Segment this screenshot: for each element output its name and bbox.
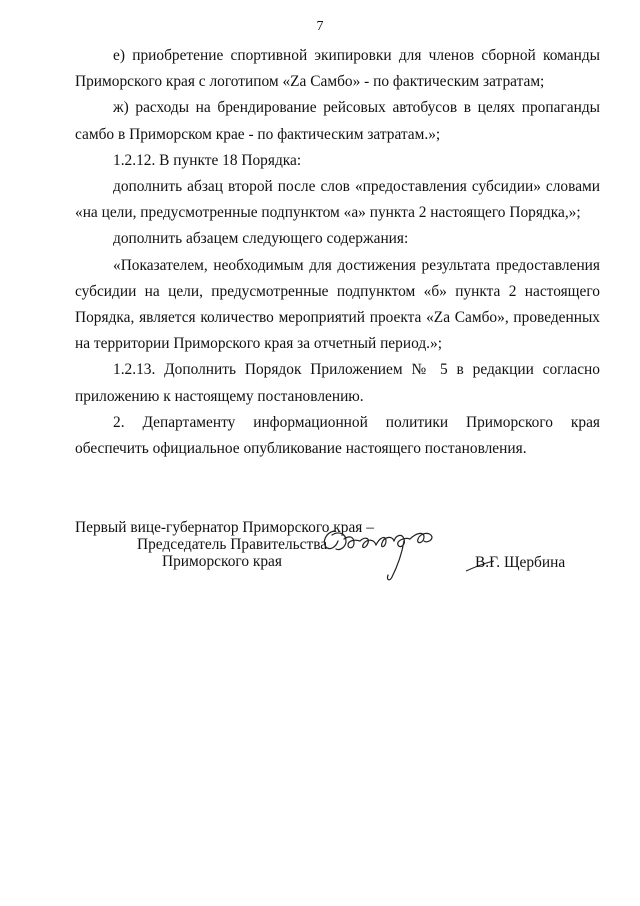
text-line: субсидии на цели, предусмотренные подпунктом «б» пункта 2 настоящего bbox=[75, 282, 600, 300]
paragraph-item-zh bbox=[75, 95, 600, 147]
text-line: ж) расходы на брендирование рейсовых автобусов в целях пропаганды bbox=[113, 99, 600, 117]
text-line: Порядка, является количество мероприятий проекта «Za Самбо», проведенных bbox=[75, 309, 600, 327]
text-line: 1.2.12. В пункте 18 Порядка: bbox=[113, 151, 302, 169]
paragraph-item-1-2-12 bbox=[75, 148, 600, 174]
signatory-title-line-2: Председатель Правительства bbox=[137, 536, 328, 553]
signature-block bbox=[75, 519, 605, 589]
handwritten-signature-icon bbox=[320, 527, 450, 585]
paragraph-supplement-paragraph bbox=[75, 226, 600, 252]
signatory-title-line-3: Приморского края bbox=[162, 553, 282, 570]
paragraph-indicator bbox=[75, 253, 600, 358]
text-line: дополнить абзац второй после слов «предоставления субсидии» словами bbox=[113, 178, 600, 196]
text-line: обеспечить официальное опубликование настоящего постановления. bbox=[75, 440, 527, 458]
text-line: дополнить абзацем следующего содержания: bbox=[113, 230, 409, 248]
text-line: Приморского края с логотипом «Za Самбо» - по фактическим затратам; bbox=[75, 73, 545, 91]
signatory-name: В.Г. Щербина bbox=[475, 554, 566, 571]
paragraph-supplement-second bbox=[75, 174, 600, 226]
text-line: 2. Департаменту информационной политики Приморского края bbox=[113, 413, 600, 431]
text-line: самбо в Приморском крае - по фактическим затратам.»; bbox=[75, 125, 441, 143]
text-line: 1.2.13. Дополнить Порядок Приложением № 5 в редакции согласно bbox=[113, 361, 600, 379]
text-line: «Показателем, необходимым для достижения результата предоставления bbox=[113, 256, 600, 274]
text-line: на территории Приморского края за отчетный период.»; bbox=[75, 335, 442, 353]
paragraph-item-2 bbox=[75, 410, 600, 462]
text-line: е) приобретение спортивной экипировки для членов сборной команды bbox=[113, 47, 600, 64]
text-line: «на цели, предусмотренные подпунктом «а» пункта 2 настоящего Порядка,»; bbox=[75, 204, 581, 222]
document-body bbox=[75, 43, 600, 462]
signatory-title-line-1: Первый вице-губернатор Приморского края – bbox=[75, 519, 374, 536]
paragraph-item-1-2-13 bbox=[75, 357, 600, 409]
paragraph-item-e bbox=[75, 43, 600, 95]
page-number: 7 bbox=[316, 19, 324, 34]
text-line: приложению к настоящему постановлению. bbox=[75, 387, 364, 405]
